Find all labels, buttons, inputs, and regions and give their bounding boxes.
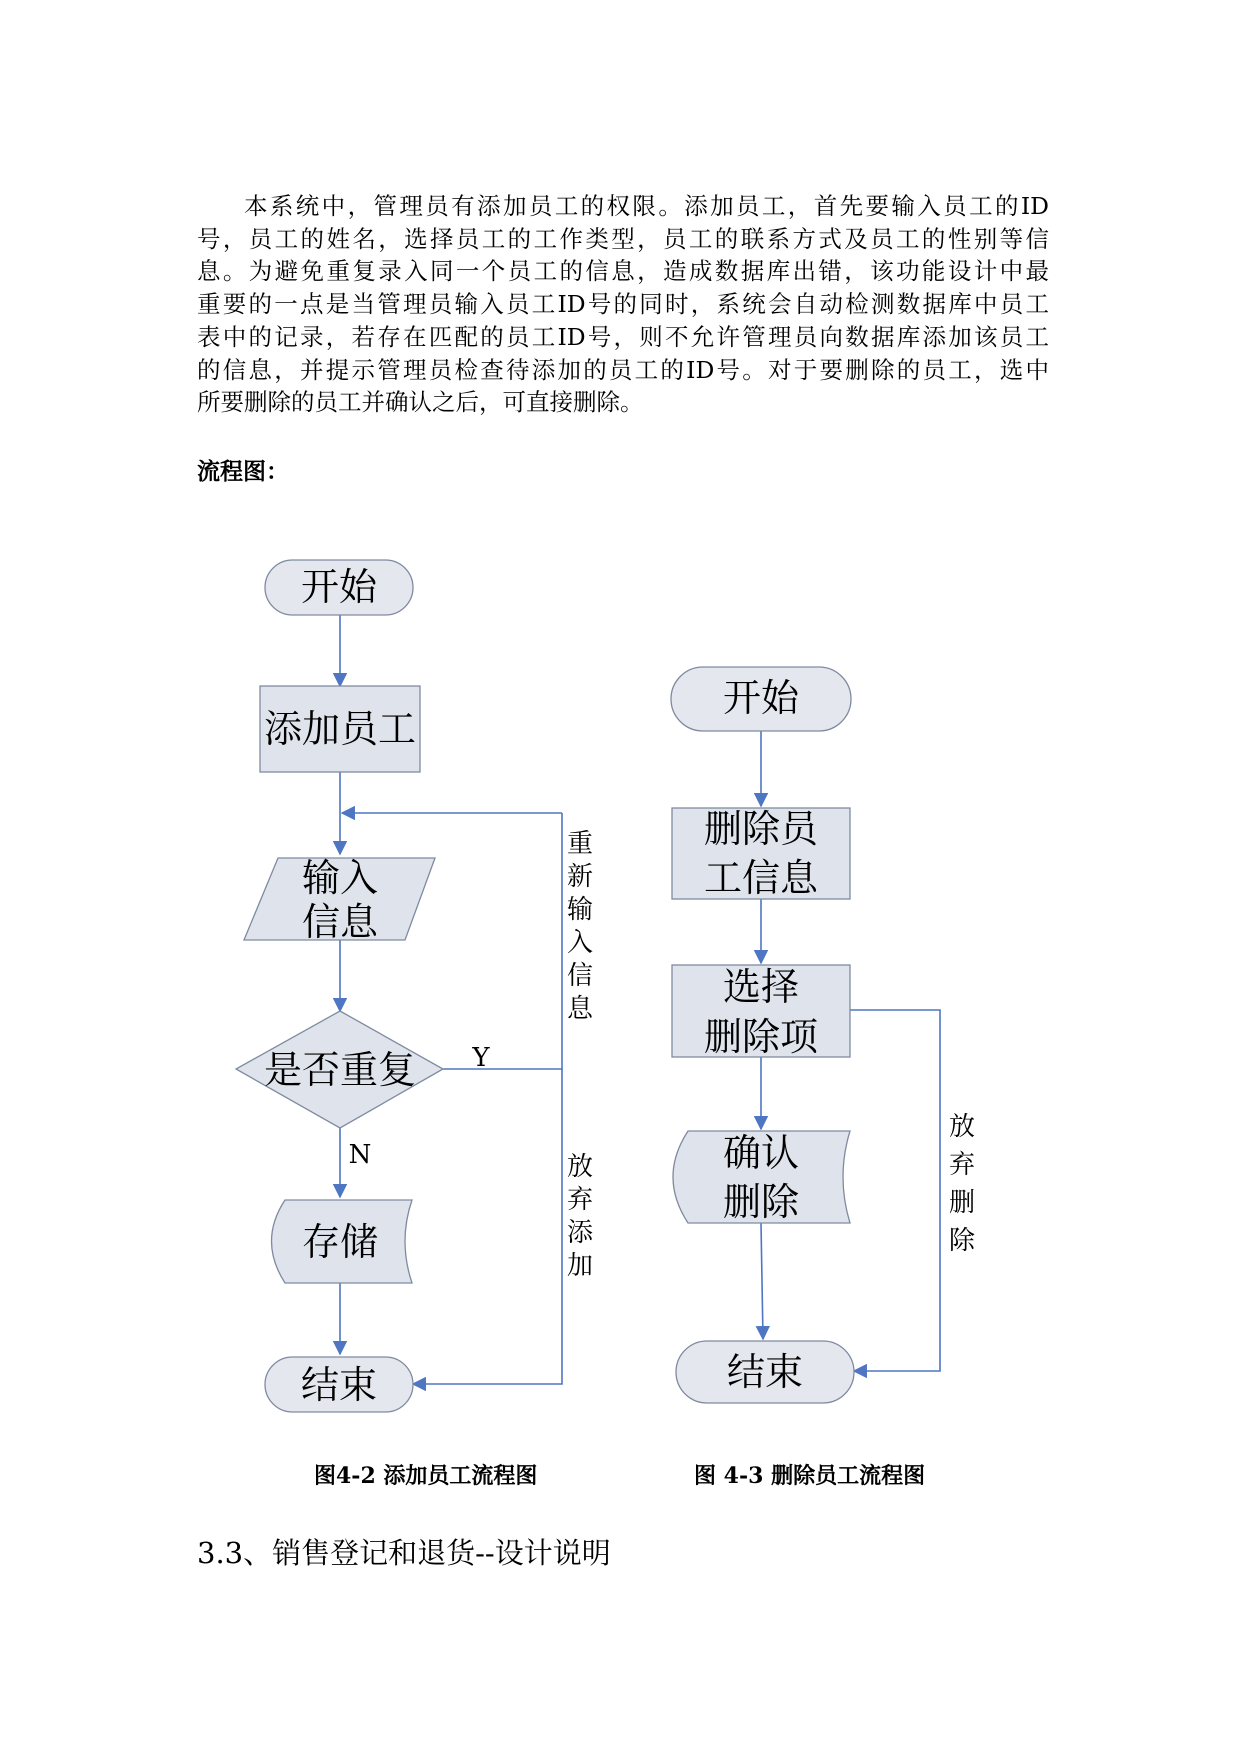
connector xyxy=(761,1223,763,1339)
reenter-char: 入 xyxy=(566,928,594,958)
confirm-delete-label: 删除 xyxy=(722,1180,800,1224)
delete-info-label: 工信息 xyxy=(703,856,819,900)
delete-employee-flowchart xyxy=(671,667,976,1403)
start-label: 开始 xyxy=(300,565,378,609)
abandon-delete-char: 放 xyxy=(948,1112,976,1142)
is-duplicate-label: 是否重复 xyxy=(263,1048,417,1092)
start-label: 开始 xyxy=(722,676,800,720)
abandon-add-char: 弃 xyxy=(566,1185,594,1215)
abandon-delete-label xyxy=(949,1112,976,1256)
paragraph-line: 所要删除的员工并确认之后，可直接删除。 xyxy=(197,388,644,417)
paragraph-line: 息。为避免重复录入同一个员工的信息，造成数据库出错，该功能设计中最 xyxy=(197,257,1049,286)
flow-heading: 流程图： xyxy=(197,458,289,485)
abandon-delete-char: 删 xyxy=(948,1188,976,1218)
store-label: 存储 xyxy=(301,1220,379,1264)
add-employee-flowchart xyxy=(236,560,594,1412)
abandon-delete-char: 弃 xyxy=(948,1150,976,1180)
abandon-add-char: 添 xyxy=(566,1218,594,1248)
reenter-char: 新 xyxy=(566,862,594,892)
end-label: 结束 xyxy=(300,1363,378,1407)
paragraph-line: 表中的记录，若存在匹配的员工ID号，则不允许管理员向数据库添加该员工 xyxy=(197,322,1049,351)
section-title: 3.3、销售登记和退货--设计说明 xyxy=(197,1536,611,1570)
paragraph-line: 的信息，并提示管理员检查待添加的员工的ID号。对于要删除的员工，选中 xyxy=(197,355,1049,384)
connector-abandon-add xyxy=(413,1069,562,1384)
abandon-add-char: 放 xyxy=(566,1152,594,1182)
select-item-label: 删除项 xyxy=(703,1015,819,1059)
paragraph-line: 重要的一点是当管理员输入员工ID号的同时，系统会自动检测数据库中员工 xyxy=(197,290,1049,319)
yes-label: Y xyxy=(472,1043,490,1073)
reenter-char: 息 xyxy=(566,994,594,1024)
reenter-char: 信 xyxy=(566,961,594,991)
delete-info-label: 删除员 xyxy=(703,807,819,851)
reenter-char: 输 xyxy=(566,895,594,925)
abandon-add-char: 加 xyxy=(566,1251,594,1281)
input-info-label: 输入 xyxy=(301,856,379,900)
select-item-label: 选择 xyxy=(722,965,800,1009)
add-employee-label: 添加员工 xyxy=(263,707,417,751)
abandon-delete-char: 除 xyxy=(948,1226,976,1256)
paragraph-line: 本系统中，管理员有添加员工的权限。添加员工，首先要输入员工的ID xyxy=(244,192,1049,220)
connector-abandon-delete xyxy=(850,1010,940,1371)
connector-yes-branch xyxy=(443,813,562,1069)
abandon-add-label xyxy=(567,1152,594,1281)
reenter-info-label xyxy=(567,829,594,1024)
end-label: 结束 xyxy=(726,1350,804,1394)
input-info-label: 信息 xyxy=(301,900,379,944)
paragraph-line: 号，员工的姓名，选择员工的工作类型，员工的联系方式及员工的性别等信 xyxy=(197,224,1049,253)
figure-caption-delete: 图 4-3 删除员工流程图 xyxy=(694,1463,926,1489)
no-label: N xyxy=(348,1140,372,1170)
confirm-delete-label: 确认 xyxy=(722,1131,800,1175)
reenter-char: 重 xyxy=(566,829,594,859)
figure-caption-add: 图4-2 添加员工流程图 xyxy=(314,1463,538,1489)
